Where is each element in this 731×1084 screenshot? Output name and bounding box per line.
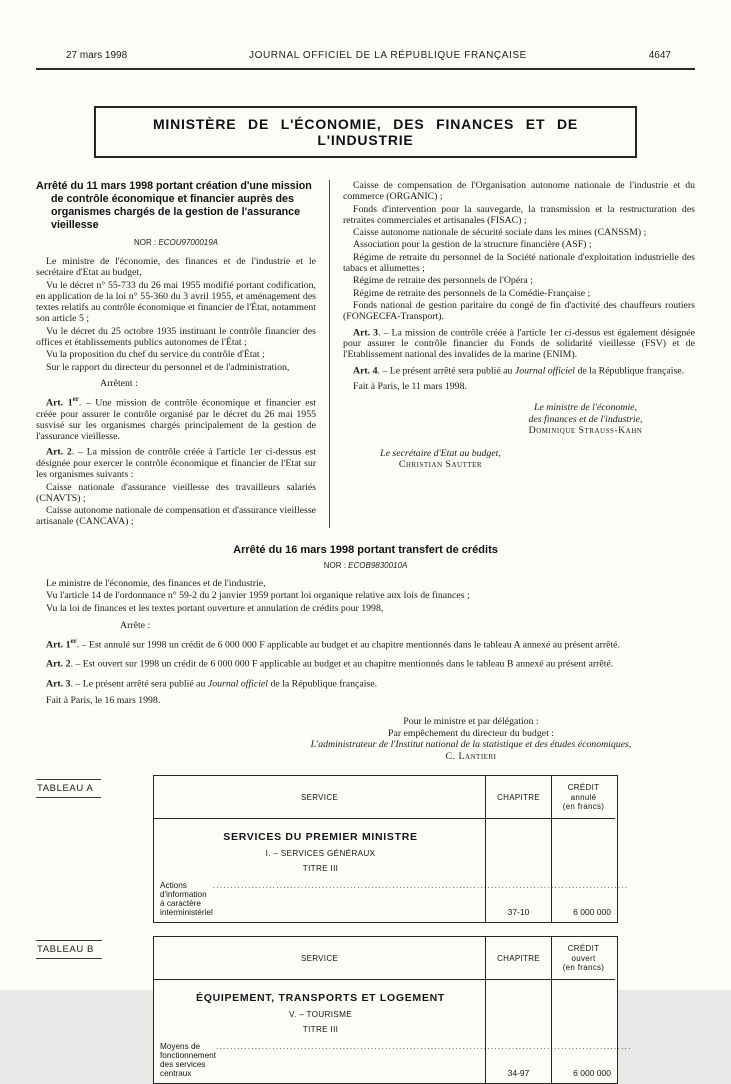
article-text: . – Une mission de contrôle économique et financier est créée pour assurer le contrôle organisé par le décret du 26 mai 1955 susvisé sur les organismes chargés principalement de la gestion de l'assurance vieillesse. xyxy=(36,397,316,443)
tableau-a-body xyxy=(154,819,617,922)
tableau-b-label-text: TABLEAU B xyxy=(36,940,102,959)
column-header-chapitre: CHAPITRE xyxy=(485,776,551,819)
paragraph: Le ministre de l'économie, des finances et de l'industrie et le secrétaire d'Etat au budget, xyxy=(36,256,316,279)
article-text: . – La mission de contrôle créée à l'article 1er ci-dessus est désignée pour exercer le contrôle économique et financier de l'Etat sur les organismes suivants : xyxy=(36,446,317,481)
fait-line: Fait à Paris, le 16 mars 1998. xyxy=(46,695,161,707)
tableau-a-block xyxy=(36,775,695,923)
service-subtitle: V. – TOURISME xyxy=(289,1010,352,1020)
organisme-item: Fonds national de gestion paritaire du congé de fin d'activité des chauffeurs routiers (FONGECFA-Transport). xyxy=(343,299,695,323)
organisme-item: Caisse de compensation de l'Organisation autonome nationale de l'industrie et du commerce (ORGANIC) ; xyxy=(343,180,695,203)
delegation-signature xyxy=(236,716,706,762)
article-number: Art. 3 xyxy=(353,326,379,338)
delegation-role: L'administrateur de l'Institut national de la statistique et des études économiques, xyxy=(310,739,632,751)
credit-cell: 6 000 000 xyxy=(551,819,615,922)
article-4 xyxy=(343,362,695,377)
page-number: 4647 xyxy=(648,50,671,61)
article-superscript: er xyxy=(70,636,77,645)
column-header-service: SERVICE xyxy=(154,937,485,980)
credit-header-line: annulé xyxy=(570,792,597,802)
signature-name: Dominique Strauss-Kahn xyxy=(528,425,643,437)
tableau-a xyxy=(153,775,618,923)
paragraph: Vu la proposition du chef du service du contrôle d'État ; xyxy=(46,349,265,361)
credit-header-line: (en francs) xyxy=(562,963,605,973)
arrete-2-section xyxy=(36,544,695,763)
paragraph: Vu le décret n° 55-733 du 26 mai 1955 modifié portant codification, en application de la loi n° 55-360 du 3 avril 1955, et aménagement des textes relatifs au contrôle économique et financier de l'État, notamment son article 5 ; xyxy=(36,279,316,325)
header-date: 27 mars 1998 xyxy=(66,50,128,61)
tableau-b-body xyxy=(154,980,617,1083)
chapitre-cell: 37-10 xyxy=(485,819,551,922)
column-header-credit xyxy=(551,776,615,819)
credit-header-line: CRÉDIT xyxy=(567,783,600,793)
service-group-title: ÉQUIPEMENT, TRANSPORTS ET LOGEMENT xyxy=(196,992,445,1005)
article-text: . – Le présent arrêté sera publié au xyxy=(377,364,515,376)
article-number: Art. 1 xyxy=(46,638,71,650)
article-2 xyxy=(36,655,695,670)
delegation-line: Pour le ministre et par délégation : xyxy=(403,715,539,727)
tableau-b xyxy=(153,936,618,1084)
journal-title: JOURNAL OFFICIEL DE LA RÉPUBLIQUE FRANÇAISE xyxy=(249,50,527,61)
service-group-title: SERVICES DU PREMIER MINISTRE xyxy=(223,831,418,844)
article-1 xyxy=(36,636,695,651)
arrete-2-nor xyxy=(36,561,695,570)
organisme-item: Régime de retraite des personnels de l'Opéra ; xyxy=(353,275,533,287)
table-row xyxy=(160,1034,481,1078)
arrete-1-nor xyxy=(36,238,316,247)
article-number: Art. 4 xyxy=(353,364,378,376)
nor-code: ECOB9830010A xyxy=(348,560,408,570)
row-service-label: Moyens de fonctionnement des services centraux xyxy=(160,1042,216,1079)
signature-role: des finances et de l'industrie, xyxy=(528,413,643,425)
organisme-item: Régime de retraite des personnels de la Comédie-Française ; xyxy=(353,287,591,299)
minister-signature xyxy=(478,402,693,437)
organisme-item: Caisse nationale d'assurance vieillesse des travailleurs salariés (CNAVTS) ; xyxy=(36,481,316,504)
article-text: de la République française. xyxy=(268,678,378,690)
column-header-credit xyxy=(551,937,615,980)
article-text: . – Le présent arrêté sera publié au xyxy=(70,678,208,690)
organisme-item: Caisse autonome nationale de sécurité sociale dans les mines (CANSSM) ; xyxy=(353,227,647,239)
tableau-a-header xyxy=(154,776,617,819)
signature-role: Le ministre de l'économie, xyxy=(534,402,637,414)
table-row xyxy=(160,873,481,917)
journal-officiel-italic: Journal officiel xyxy=(207,678,268,690)
credit-header-line: ouvert xyxy=(571,953,596,963)
article-number: Art. 1 xyxy=(46,397,73,409)
credit-header-line: (en francs) xyxy=(562,802,605,812)
article-number: Art. 2 xyxy=(46,658,71,670)
organisme-item: Caisse autonome nationale de compensation et d'assurance vieillesse artisanale (CANCAVA) ; xyxy=(36,505,316,528)
column-header-chapitre: CHAPITRE xyxy=(485,937,551,980)
nor-label: NOR : xyxy=(323,560,349,570)
organisme-item: Fonds d'intervention pour la sauvegarde, la transmission et la restructuration des retraites commerciales et artisanales (FISAC) ; xyxy=(343,203,695,226)
arretent-word: Arrêtent : xyxy=(100,377,138,389)
service-subtitle: I. – SERVICES GÉNÉRAUX xyxy=(265,849,376,859)
article-text: . – Est annulé sur 1998 un crédit de 6 000 000 F applicable au budget et au chapitre mentionnés dans le tableau A annexé au présent arrêté. xyxy=(76,638,620,650)
credit-cell: 6 000 000 xyxy=(551,980,615,1083)
organisme-item: Régime de retraite du personnel de la Société nationale d'exploitation industrielle des tabacs et allumettes ; xyxy=(343,251,695,275)
ministry-banner: MINISTÈRE DE L'ÉCONOMIE, DES FINANCES ET DE L'INDUSTRIE xyxy=(94,106,637,158)
service-cell xyxy=(154,980,485,1083)
tableau-b-label xyxy=(36,936,153,1084)
arrete-1-section xyxy=(36,180,695,528)
article-2 xyxy=(36,443,316,480)
tableau-b-block xyxy=(36,936,695,1084)
signature-role: Le secrétaire d'Etat au budget, xyxy=(380,447,501,459)
tableau-b-header xyxy=(154,937,617,980)
signature-name: C. Lantieri xyxy=(445,750,497,762)
article-1 xyxy=(36,394,316,442)
delegation-line: Par empêchement du directeur du budget : xyxy=(388,727,554,739)
paragraph: Vu le décret du 25 octobre 1935 instituant le contrôle financier des offices et établissements publics autonomes de l'État ; xyxy=(36,325,316,349)
article-3 xyxy=(343,324,695,361)
journal-officiel-italic: Journal officiel xyxy=(514,364,575,376)
paragraph: Le ministre de l'économie, des finances et de l'industrie, xyxy=(46,577,266,589)
tableau-a-label xyxy=(36,775,153,923)
arrete-1-left-column xyxy=(36,180,329,528)
chapitre-cell: 34-97 xyxy=(485,980,551,1083)
nor-code: ECOU9700019A xyxy=(158,238,219,247)
article-text: de la République française. xyxy=(575,364,685,376)
article-text: . – La mission de contrôle créée à l'article 1er ci-dessus est également désignée pour assurer le contrôle financier du Fonds de solidarité vieillesse (FSV) et de l'Etablissement national des invalides de la marine (ENIM). xyxy=(343,326,696,361)
organisme-item: Association pour la gestion de la structure financière (ASF) ; xyxy=(353,239,592,251)
signature-name: Christian Sautter xyxy=(398,459,483,471)
fait-line: Fait à Paris, le 11 mars 1998. xyxy=(353,381,467,393)
article-3 xyxy=(36,675,695,690)
arrete-2-title: Arrêté du 16 mars 1998 portant transfert de crédits xyxy=(233,543,498,556)
service-subtitle: TITRE III xyxy=(302,1025,339,1035)
paragraph: Vu l'article 14 de l'ordonnance n° 59-2 du 2 janvier 1959 portant loi organique relative aux lois de finances ; xyxy=(46,590,470,602)
tableau-a-label-text: TABLEAU A xyxy=(36,779,101,798)
article-text: . – Est ouvert sur 1998 un crédit de 6 000 000 F applicable au budget et au chapitre mentionnés dans le tableau B annexé au présent arrêté. xyxy=(70,658,614,670)
paragraph: Sur le rapport du directeur du personnel et de l'administration, xyxy=(46,361,290,373)
service-cell xyxy=(154,819,485,922)
nor-label: NOR : xyxy=(133,238,159,247)
column-header-service: SERVICE xyxy=(154,776,485,819)
page-header xyxy=(36,0,695,61)
row-service-label: Actions d'information à caractère interministériel xyxy=(160,881,213,918)
arrete-word: Arrête : xyxy=(120,619,151,631)
service-subtitle: TITRE III xyxy=(302,864,339,874)
article-superscript: er xyxy=(72,394,79,403)
arrete-1-title: Arrêté du 11 mars 1998 portant création d'une mission de contrôle économique et financier auprès des organismes chargés de la gestion de l'assurance vieillesse xyxy=(36,180,312,231)
secretary-signature xyxy=(343,448,538,471)
paragraph: Vu la loi de finances et les textes portant ouverture et annulation de crédits pour 1998, xyxy=(46,602,384,614)
article-number: Art. 3 xyxy=(46,678,71,690)
credit-header-line: CRÉDIT xyxy=(567,944,600,954)
arrete-1-right-column xyxy=(329,180,695,528)
article-number: Art. 2 xyxy=(46,446,72,458)
header-rule xyxy=(36,68,695,70)
